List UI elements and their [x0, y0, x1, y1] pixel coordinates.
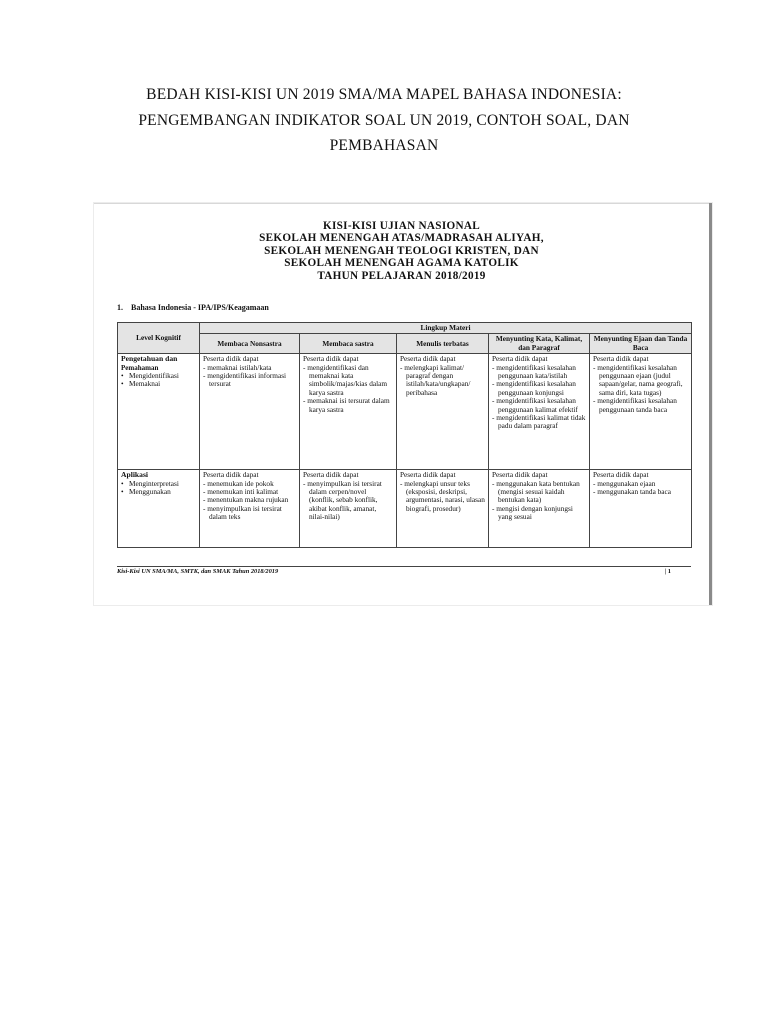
cell-items	[400, 364, 485, 398]
cell-intro: Peserta didik dapat	[400, 354, 456, 364]
footer-text: Kisi-Kisi UN SMA/MA, SMTK, dan SMAK Tahun 2018/2019	[117, 568, 279, 575]
content-cell	[300, 470, 397, 548]
scan-right-edge	[709, 203, 712, 605]
cell-item: - memaknai istilah/kata	[203, 362, 272, 372]
heading-line: SEKOLAH MENENGAH ATAS/MADRASAH ALIYAH,	[259, 232, 544, 245]
cell-items	[492, 480, 586, 522]
table-row	[118, 354, 692, 470]
column-header: Menulis terbatas	[397, 334, 489, 354]
section-number: 1.	[117, 303, 123, 312]
cell-item: - mengidentifikasi kesalahan penggunaan kalimat efektif	[492, 396, 578, 414]
cell-items	[303, 364, 393, 414]
content-cell	[200, 354, 300, 470]
cell-items	[303, 480, 393, 522]
content-cell	[590, 354, 692, 470]
document-footer	[117, 566, 691, 575]
scanned-document-image	[94, 203, 712, 605]
cell-item: - mengidentifikasi kesalahan penggunaan kata/istilah	[492, 362, 576, 381]
level-item: • Menginterpretasi	[121, 480, 196, 488]
title-line-3: PEMBAHASAN	[329, 137, 439, 154]
cell-item: - mengidentifikasi kesalahan penggunaan konjungsi	[492, 379, 576, 397]
cell-item: - menggunakan ejaan	[593, 478, 656, 488]
cell-item: - mengidentifikasi kesalahan penggunaan tanda baca	[593, 396, 677, 414]
content-cell	[300, 354, 397, 470]
cell-item: - menggunakan tanda baca	[593, 487, 671, 497]
level-cell	[118, 470, 200, 548]
cell-intro: Peserta didik dapat	[303, 354, 359, 364]
heading-line: SEKOLAH MENENGAH TEOLOGI KRISTEN, DAN	[264, 244, 539, 257]
cell-item: - melengkapi kalimat/ paragraf dengan istilah/kata/ungkapan/ peribahasa	[400, 362, 471, 397]
level-cell	[118, 354, 200, 470]
cell-items	[593, 480, 688, 497]
page-number: | 1	[664, 568, 671, 575]
kisi-kisi-table	[117, 322, 692, 548]
content-cell	[200, 470, 300, 548]
cell-intro: Peserta didik dapat	[593, 470, 649, 480]
page-title	[60, 82, 708, 159]
cell-intro: Peserta didik dapat	[400, 470, 456, 480]
cell-item: - menemukan inti kalimat	[203, 487, 279, 497]
column-header: Membaca sastra	[300, 334, 397, 354]
cell-intro: Peserta didik dapat	[203, 470, 259, 480]
cell-item: - menyimpulkan isi tersirat dalam cerpen/novel (konflik, sebab konflik, akibat konflik, amanat, nilai-nilai)	[303, 478, 382, 522]
table-row	[118, 470, 692, 548]
title-line-2: PENGEMBANGAN INDIKATOR SOAL UN 2019, CONTOH SOAL, DAN	[138, 111, 630, 129]
level-title: Aplikasi	[121, 470, 149, 480]
content-cell	[489, 470, 590, 548]
content-cell	[397, 354, 489, 470]
cell-intro: Peserta didik dapat	[492, 354, 548, 364]
document-heading	[94, 220, 709, 282]
cell-item: - menemukan ide pokok	[203, 478, 274, 488]
cell-intro: Peserta didik dapat	[203, 354, 259, 364]
cell-items	[400, 480, 485, 514]
title-line-1: BEDAH KISI-KISI UN 2019 SMA/MA MAPEL BAHASA INDONESIA:	[146, 86, 622, 103]
cell-items	[203, 364, 296, 389]
cell-item: - mengidentifikasi informasi tersurat	[203, 371, 287, 389]
level-item: • Memaknai	[121, 380, 196, 388]
heading-line: KISI-KISI UJIAN NASIONAL	[322, 220, 481, 232]
cell-item: - memaknai isi tersurat dalam karya sastra	[303, 396, 390, 414]
cell-item: - menentukan makna rujukan	[203, 495, 289, 505]
scan-top-edge	[94, 203, 712, 204]
cell-item: - mengisi dengan konjungsi yang sesuai	[492, 503, 573, 522]
section-title: Bahasa Indonesia - IPA/IPS/Keagamaan	[131, 303, 269, 312]
level-items	[121, 372, 196, 389]
cell-intro: Peserta didik dapat	[593, 354, 649, 364]
heading-line: SEKOLAH MENENGAH AGAMA KATOLIK	[284, 257, 519, 270]
cell-items	[593, 364, 688, 414]
level-items	[121, 480, 196, 497]
group-header: Lingkup Materi	[200, 323, 692, 334]
level-item: • Mengidentifikasi	[121, 372, 196, 380]
heading-line: TAHUN PELAJARAN 2018/2019	[317, 269, 486, 282]
level-header: Level Kognitif	[118, 323, 200, 354]
cell-items	[203, 480, 296, 522]
cell-item: - menggunakan kata bentukan (mengisi sesuai kaidah bentukan kata)	[492, 478, 580, 505]
column-header: Menyunting Kata, Kalimat, dan Paragraf	[489, 334, 590, 354]
cell-intro: Peserta didik dapat	[492, 470, 548, 480]
content-cell	[489, 354, 590, 470]
level-item: • Menggunakan	[121, 488, 196, 496]
level-subtitle: Pemahaman	[121, 363, 159, 372]
section-heading	[117, 303, 269, 312]
cell-intro: Peserta didik dapat	[303, 470, 359, 480]
cell-item: - mengidentifikasi kesalahan penggunaan ejaan (judul sapaan/gelar, nama geografi, sama diri, kata tugas)	[593, 362, 683, 397]
cell-item: - mengidentifikasi dan memaknai kata simbolik/majas/kias dalam karya sastra	[303, 362, 388, 397]
column-header: Membaca Nonsastra	[200, 334, 300, 354]
column-header: Menyunting Ejaan dan Tanda Baca	[590, 334, 692, 354]
cell-items	[492, 364, 586, 431]
cell-item: - menyimpulkan isi tersirat dalam teks	[203, 503, 282, 522]
content-cell	[397, 470, 489, 548]
cell-item: - mengidentifikasi kalimat tidak padu dalam paragraf	[492, 413, 586, 431]
content-cell	[590, 470, 692, 548]
cell-item: - melengkapi unsur teks (eksposisi, deskripsi, argumentasi, narasi, ulasan biografi, prosedur)	[400, 478, 485, 513]
level-title: Pengetahuan dan	[121, 354, 178, 364]
